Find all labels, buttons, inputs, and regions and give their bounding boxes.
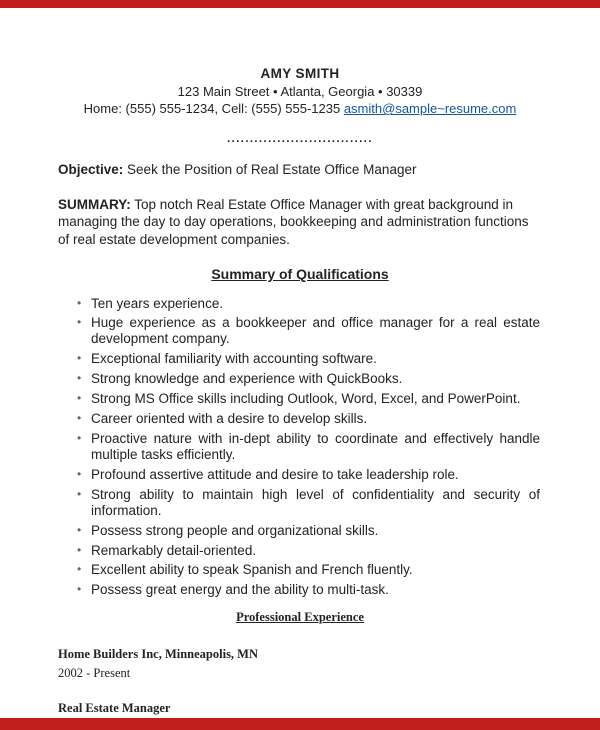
list-item: • Career oriented with a desire to develop skills.	[76, 411, 540, 427]
list-item: • Possess strong people and organizational skills.	[76, 523, 540, 539]
candidate-email-link[interactable]: asmith@sample~resume.com	[343, 101, 517, 117]
resume-header	[58, 66, 542, 117]
list-item: • Profound assertive attitude and desire to take leadership role.	[76, 467, 540, 483]
list-item: • Remarkably detail-oriented.	[76, 543, 540, 559]
bottom-accent-bar	[0, 718, 600, 730]
objective-paragraph	[58, 161, 542, 179]
list-item: • Proactive nature with in-dept ability to coordinate and effectively handle multiple tasks efficiently.	[76, 431, 540, 463]
summary-text: Top notch Real Estate Office Manager with great background in managing the day to day operations, bookkeeping and administration functions of real estate development companies.	[58, 196, 529, 248]
experience-role: Real Estate Manager	[58, 701, 171, 716]
experience-entry	[58, 647, 542, 716]
list-item: • Huge experience as a bookkeeper and office manager for a real estate development company.	[76, 315, 540, 347]
list-item: • Strong ability to maintain high level of confidentiality and security of information.	[76, 487, 540, 519]
objective-label: Objective:	[58, 162, 124, 178]
experience-title: Professional Experience	[236, 610, 364, 625]
experience-dates: 2002 - Present	[58, 666, 131, 681]
list-item: • Strong MS Office skills including Outlook, Word, Excel, and PowerPoint.	[76, 391, 540, 407]
qualifications-title: Summary of Qualifications	[211, 265, 389, 282]
summary-label: SUMMARY:	[58, 196, 131, 212]
list-item: • Strong knowledge and experience with QuickBooks.	[76, 371, 540, 387]
top-accent-bar	[0, 0, 600, 8]
objective-text: Seek the Position of Real Estate Office Manager	[127, 162, 417, 178]
list-item: • Excellent ability to speak Spanish and French fluently.	[76, 562, 540, 578]
dotted-separator: ................................	[227, 133, 373, 146]
list-item: • Ten years experience.	[76, 296, 540, 312]
candidate-contact	[58, 101, 542, 117]
candidate-address: 123 Main Street • Atlanta, Georgia • 30339	[177, 83, 423, 99]
list-item: • Exceptional familiarity with accounting software.	[76, 351, 540, 367]
qualifications-list	[58, 296, 542, 599]
candidate-phones: Home: (555) 555-1234, Cell: (555) 555-1235	[83, 101, 341, 117]
list-item: • Possess great energy and the ability to multi-task.	[76, 582, 540, 598]
experience-employer: Home Builders Inc, Minneapolis, MN	[58, 647, 259, 662]
candidate-name: AMY SMITH	[260, 66, 340, 81]
summary-paragraph	[58, 196, 542, 249]
